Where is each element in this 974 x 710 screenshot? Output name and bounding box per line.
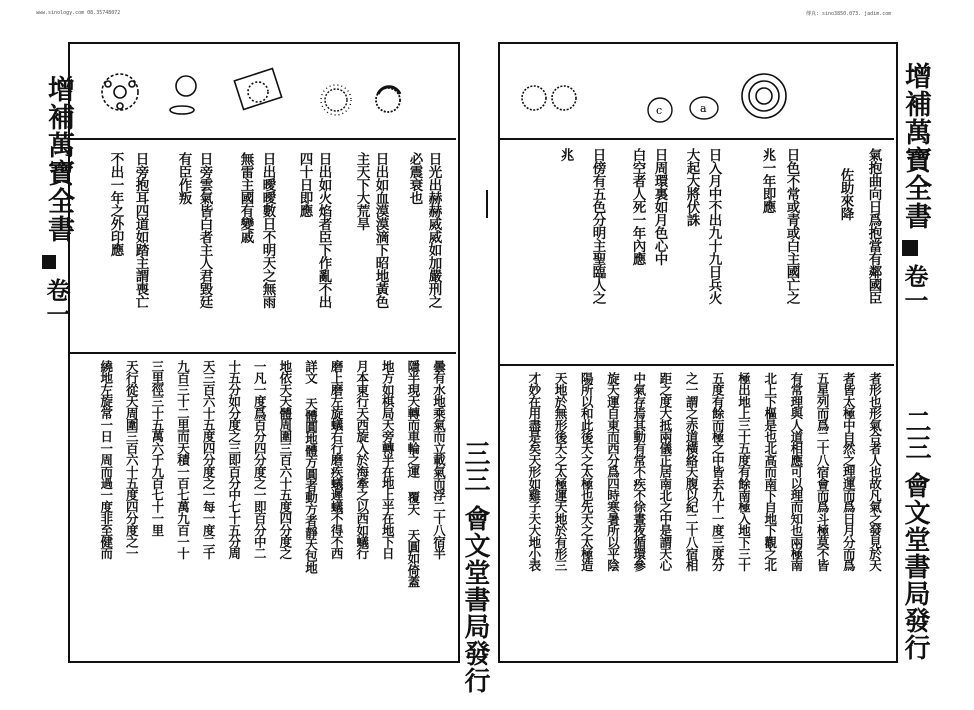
sun-icon-cluster xyxy=(102,74,138,110)
right-side-marker xyxy=(902,240,918,256)
text-column: 曇有水地乘氣而立載氣而浮二十八宿半 xyxy=(431,360,447,559)
text-column: 五星列而爲二十八宿會而爲斗極莫不皆 xyxy=(815,372,831,571)
concentric-rings-icon xyxy=(742,74,786,118)
left-omen-4-body: 無雷主國有變戚 xyxy=(237,152,254,243)
text-column: 天地於無形後天之太極運天地於有形三 xyxy=(553,372,569,571)
text-column: 北上下樞是也北高而南下自地下觀之北 xyxy=(762,372,778,571)
right-omen-5-body: 兆 xyxy=(557,148,574,161)
left-icon-divider xyxy=(68,138,456,140)
right-section-divider xyxy=(498,364,894,366)
left-omen-5-title: 日旁雲氣皆白者主人君毀廷 xyxy=(196,152,213,308)
text-column: 隱半現天轉而車輪之運 覆天 天圓如倚蓋 xyxy=(405,360,421,588)
left-omen-3-body: 四十日即應 xyxy=(296,152,313,217)
text-column: 三里徑三十五萬六千九百七十一里 xyxy=(149,360,165,536)
right-side-title: 增補萬寶全書 xyxy=(900,62,931,230)
text-column: 之一謂之赤道橫絡天腹以紀二十八宿相 xyxy=(684,372,700,571)
left-side-marker xyxy=(42,255,56,269)
left-omen-5-body: 有臣作叛 xyxy=(175,152,192,204)
text-column: 一凡一度爲百分四分度之一即百分中二 xyxy=(252,360,268,559)
spine-mark xyxy=(486,190,488,218)
left-side-title: 增補萬寶全書 xyxy=(43,75,74,243)
text-column: 磨上磨左旋蟻右行磨疾蟻遲蟻不得不西 xyxy=(329,360,345,559)
text-column: 詳文 天體圓地體方圓者動方者靜天包地 xyxy=(303,360,319,574)
sun-with-crescent-icon xyxy=(376,87,400,112)
sun-halo-square-icon xyxy=(234,69,281,110)
left-section-divider xyxy=(68,352,456,354)
left-omen-6-body: 不出一年之外印應 xyxy=(107,152,124,256)
left-omen-1-title: 日光出赫赫烕烕如加嚴刑之 xyxy=(425,152,442,308)
right-omen-4-title: 日周環裏如月色心中 xyxy=(651,148,668,265)
text-column: 繞地左旋常一日一周而過一度非至健而 xyxy=(98,360,114,559)
left-publisher: 會文堂書局發行 xyxy=(460,505,490,694)
text-column: 極出地上三十五度有餘南極入地下三十 xyxy=(736,372,752,571)
text-column: 月本東行天西旋入於海牽之以西如蟻行 xyxy=(354,360,370,559)
right-omen-2-title: 日色不常或青或白主國亡之 xyxy=(783,148,800,304)
right-omen-1-body: 氣抱曲向日爲抱當有鄰國臣 xyxy=(865,148,882,304)
text-column: 者形也形氣合者人也故凡氣之發見於天 xyxy=(867,372,883,571)
left-side-volume: 卷一 xyxy=(42,278,71,326)
icon-label-a: a xyxy=(700,102,707,115)
text-column: 九百三十二里而天積一百七萬九百一十 xyxy=(175,360,191,559)
left-page-number: 三三 xyxy=(460,440,490,492)
text-column: 中氣存焉其動有常不疾不徐晝夜循環參 xyxy=(631,372,647,571)
text-column: 天行從天周圍三百六十五度四分度之一 xyxy=(124,360,140,559)
right-omen-1-body2: 佐助來降 xyxy=(837,168,854,220)
text-column: 旋天運自東而西分爲四時寒暑所以平陰 xyxy=(605,372,621,571)
right-page-number: 二三 xyxy=(901,408,931,460)
left-omen-1-body: 必震衰也 xyxy=(406,152,423,204)
text-column: 者皆太極中自然之理運而爲日月分而爲 xyxy=(841,372,857,571)
text-column: 地依天天體周圍三百六十五度四分度之 xyxy=(277,360,293,559)
text-column: 十五分如分度之三即百分中七十五分周 xyxy=(226,360,242,559)
right-omen-3-title: 日入月中不出九十九日兵火 xyxy=(705,148,722,304)
left-omen-4-title: 日出曖曖數日不明天之無雨 xyxy=(259,152,276,308)
right-sun-omen-icons xyxy=(508,52,888,136)
text-column: 有常理與人道相應可以理而知也兩極南 xyxy=(788,372,804,571)
left-header-ref: www.sinology.com 08.35748072 xyxy=(36,10,121,16)
text-column: 陽所以和此後天之太極也先天之太極造 xyxy=(579,372,595,571)
text-column: 天三百六十五度四分度之一每一度二千 xyxy=(201,360,217,559)
sun-rays-icon xyxy=(321,85,351,115)
left-omen-6-title: 日旁抱耳四道如踏主謂喪亡 xyxy=(132,152,149,308)
left-sun-omen-icons xyxy=(78,50,448,136)
right-omen-3-body: 大起大將伏誅 xyxy=(683,148,700,226)
icon-label-c: c xyxy=(656,104,663,117)
left-omen-2-title: 日出如血漠漠滴下昭地黃色 xyxy=(372,152,389,308)
right-side-volume: 卷一 xyxy=(900,264,929,312)
text-column: 地方如棋局天旁轉半在地上半在地下日 xyxy=(380,360,396,559)
sun-rays-icon xyxy=(522,86,576,110)
text-column: 距之度大抵兩儀正居南北之中是謂天心 xyxy=(657,372,673,571)
right-omen-2-body: 兆一年即應 xyxy=(759,148,776,213)
left-omen-3-title: 日出如火焰者臣下作亂不出 xyxy=(315,152,332,308)
left-omen-2-body: 主天下大荒旱 xyxy=(353,152,370,230)
right-publisher: 會文堂書局發行 xyxy=(900,472,930,661)
right-icon-divider xyxy=(498,138,894,140)
text-column: 才妙在用盡是矣天形如雞子天大地小表 xyxy=(526,372,542,571)
right-omen-5-title: 日傍有五色分明主聖臨人之 xyxy=(589,148,606,304)
text-column: 五度有餘而極之中皆去九十一度三度分 xyxy=(710,372,726,571)
sun-with-cloud-icon xyxy=(170,76,196,114)
right-header-ref: 傳真: sino3850.073. jadim.com xyxy=(806,11,892,17)
right-omen-4-body: 白空者人死一年內應 xyxy=(629,148,646,265)
